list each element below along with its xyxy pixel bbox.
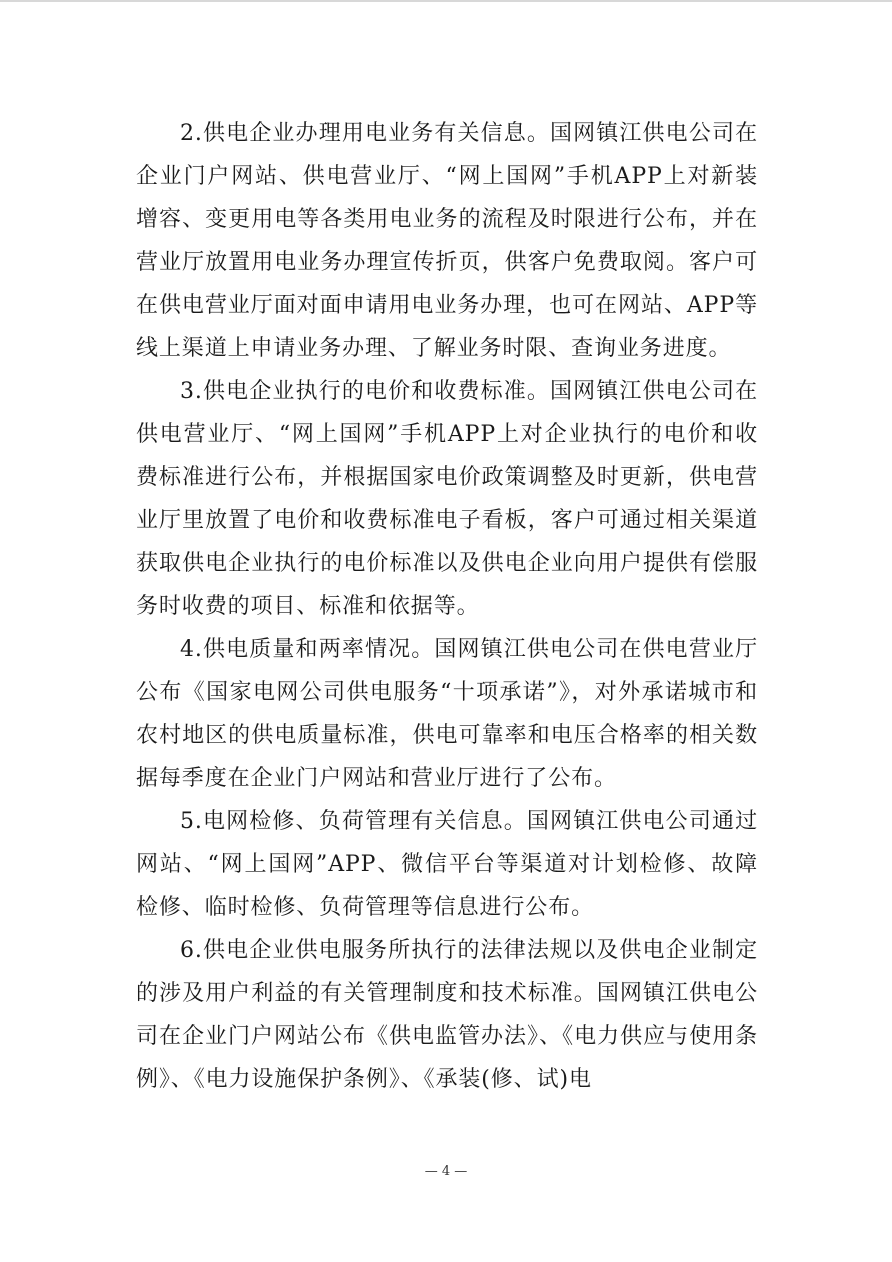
paragraph-item-2: 2.供电企业办理用电业务有关信息。国网镇江供电公司在企业门户网站、供电营业厅、“网上国网”手机APP上对新装增容、变更用电等各类用电业务的流程及时限进行公布，并在营业厅放置用电业务办理宣传折页，供客户免费取阅。客户可在供电营业厅面对面申请用电业务办理，也可在网站、APP等线上渠道上申请业务办理、了解业务时限、查询业务进度。 (136, 121, 758, 361)
paragraph-item-4: 4.供电质量和两率情况。国网镇江供电公司在供电营业厅公布《国家电网公司供电服务“十项承诺”》，对外承诺城市和农村地区的供电质量标准，供电可靠率和电压合格率的相关数据每季度在企业门户网站和营业厅进行了公布。 (136, 637, 758, 791)
paragraph-item-6: 6.供电企业供电服务所执行的法律法规以及供电企业制定的涉及用户利益的有关管理制度和技术标准。国网镇江供电公司在企业门户网站公布《供电监管办法》、《电力供应与使用条例》、《电力设施保护条例》、《承装(修、试)电 (136, 938, 758, 1092)
paragraph-item-5: 5.电网检修、负荷管理有关信息。国网镇江供电公司通过网站、“网上国网”APP、微信平台等渠道对计划检修、故障检修、临时检修、负荷管理等信息进行公布。 (136, 809, 758, 920)
top-border (0, 0, 892, 2)
document-body (136, 112, 758, 1101)
page-number: — 4 — (424, 1164, 468, 1179)
paragraph-item-3: 3.供电企业执行的电价和收费标准。国网镇江供电公司在供电营业厅、“网上国网”手机APP上对企业执行的电价和收费标准进行公布，并根据国家电价政策调整及时更新，供电营业厅里放置了电价和收费标准电子看板，客户可通过相关渠道获取供电企业执行的电价标准以及供电企业向用户提供有偿服务时收费的项目、标准和依据等。 (136, 379, 758, 619)
